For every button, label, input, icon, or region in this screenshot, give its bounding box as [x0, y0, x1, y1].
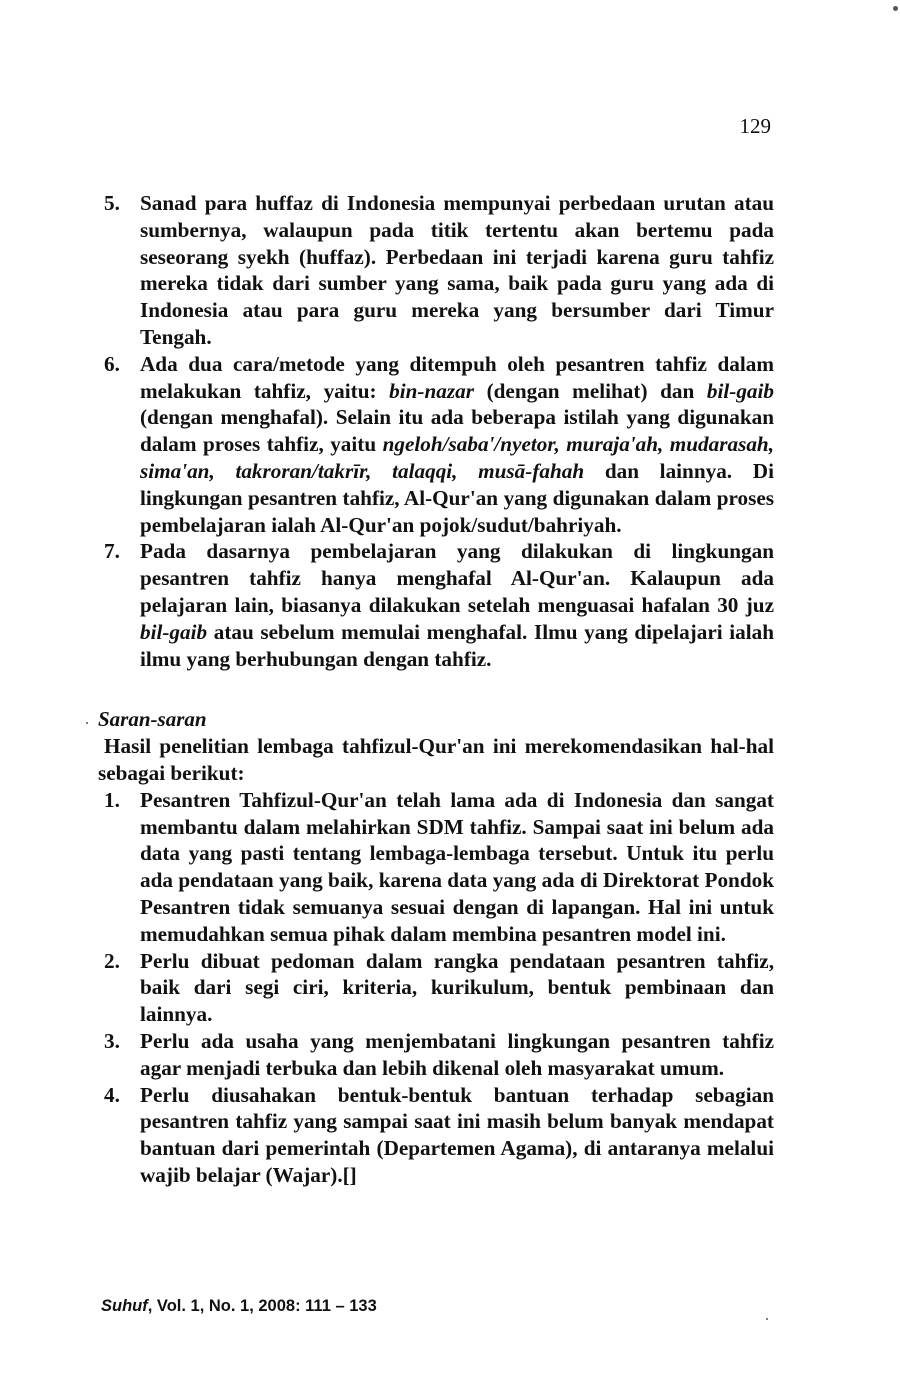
list-item-4	[98, 1082, 774, 1189]
item-text: Sanad para huffaz di Indonesia mempunyai perbedaan urutan atau sumbernya, walaupun pada titik tertentu akan bertemu pada seseorang syekh (huffaz). Perbedaan ini terjadi karena guru tahfiz mereka tidak dari sumber yang sama, baik pada guru yang ada di Indonesia atau para guru mereka yang bersumber dari Timur Tengah.	[140, 191, 774, 349]
list-number: 7.	[104, 539, 120, 564]
item-text: (dengan melihat) dan	[473, 378, 707, 403]
item-text: Pesantren Tahfizul-Qur'an telah lama ada di Indonesia dan sangat membantu dalam melahirkan SDM tahfiz. Sampai saat ini belum ada data yang pasti tentang lembaga-lembaga tersebut. Untuk itu perlu ada pendataan yang baik, karena data yang ada di Direktorat Pondok Pesantren tidak semuanya sesuai dengan di lapangan. Hal ini untuk memudahkan semua pihak dalam membina pesantren model ini.	[140, 787, 774, 946]
list-item-6	[98, 351, 774, 539]
scan-speck	[766, 1318, 768, 1320]
journal-name: Suhuf	[101, 1297, 148, 1315]
item-text: Pada dasarnya pembelajaran yang dilakukan di lingkungan pesantren tahfiz hanya menghafal Al-Qur'an. Kalaupun ada pelajaran lain, biasanya dilakukan setelah menguasai hafalan 30 juz	[140, 539, 774, 617]
item-text: Perlu dibuat pedoman dalam rangka pendataan pesantren tahfiz, baik dari segi ciri, kriteria, kurikulum, bentuk pembinaan dan lainnya.	[140, 948, 774, 1027]
list-number: 5.	[104, 191, 120, 215]
term-bil-gaib: bil-gaib	[706, 378, 774, 403]
section-heading: Saran-saran	[98, 707, 207, 732]
term-bin-nazar: bin-nazar	[389, 378, 474, 403]
list-number: 1.	[104, 787, 120, 812]
list-number: 3.	[104, 1028, 120, 1053]
term-list: ngeloh/saba'/nyetor, muraja'ah, mudarasah, sima'an, takroran/takrīr, talaqqi, musā-fahah	[140, 432, 774, 483]
item-text: (dengan menghafal). Selain itu ada beberapa istilah yang digunakan dalam proses tahfiz, yaitu	[140, 405, 774, 457]
item-text: Perlu diusahakan bentuk-bentuk bantuan terhadap sebagian pesantren tahfiz yang sampai saat ini masih belum banyak mendapat bantuan dari pemerintah (Departemen Agama), di antaranya melalui wajib belajar (Wajar).[]	[140, 1082, 774, 1187]
page-number: 129	[739, 114, 771, 138]
item-text: Ada dua cara/metode yang ditempuh oleh pesantren tahfiz dalam melakukan tahfiz, yaitu:	[140, 351, 774, 403]
findings-list	[98, 190, 774, 672]
page-body	[98, 190, 774, 1189]
list-item-2	[98, 948, 774, 1028]
citation-details: , Vol. 1, No. 1, 2008: 111 – 133	[147, 1297, 377, 1315]
section-intro: Hasil penelitian lembaga tahfizul-Qur'an ini merekomendasikan hal-hal sebagai berikut:	[98, 734, 774, 785]
list-item-5	[98, 190, 774, 351]
list-item-1	[98, 787, 774, 948]
list-item-3	[98, 1028, 774, 1082]
list-number: 6.	[104, 351, 120, 376]
recommendations-list	[98, 787, 774, 1189]
item-text: Perlu ada usaha yang menjembatani lingkungan pesantren tahfiz agar menjadi terbuka dan lebih dikenal oleh masyarakat umum.	[140, 1028, 774, 1080]
list-number: 2.	[104, 948, 120, 973]
scan-speck	[893, 6, 898, 11]
footer-citation	[101, 1297, 377, 1316]
list-number: 4.	[104, 1082, 120, 1107]
scan-speck	[86, 722, 88, 724]
term-bil-gaib: bil-gaib	[140, 619, 208, 644]
list-item-7	[98, 538, 774, 672]
item-text: atau sebelum memulai menghafal. Ilmu yang dipelajari ialah ilmu yang berhubungan dengan tahfiz.	[140, 619, 774, 671]
item-text: dan lainnya. Di lingkungan pesantren tahfiz, Al-Qur'an yang digunakan dalam proses pembelajaran ialah Al-Qur'an pojok/sudut/bahriyah.	[140, 458, 774, 537]
